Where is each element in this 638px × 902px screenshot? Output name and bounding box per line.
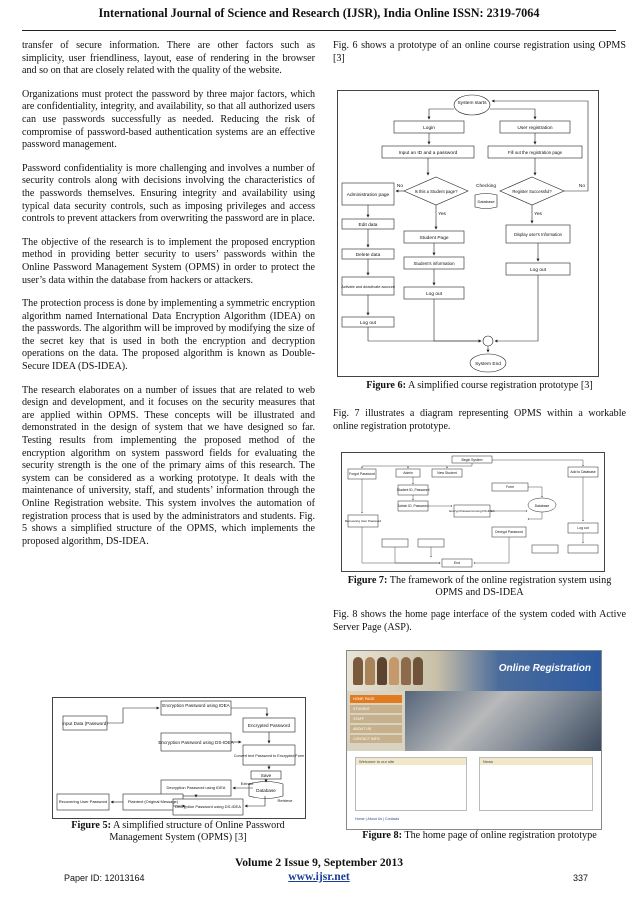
fig8-menu-home[interactable]: HOME PAGE: [350, 695, 402, 703]
fig7-node-misc-4: [568, 545, 598, 553]
fig8-welcome-title: Welcome to our site: [356, 758, 466, 765]
right-paragraph-3: Fig. 8 shows the home page interface of the system coded with Active Server Page (ASP).: [333, 609, 626, 633]
person-icon: [365, 657, 375, 685]
fig5-label-database: Database: [256, 788, 276, 793]
right-column-intro: [333, 40, 626, 76]
person-icon: [413, 657, 423, 685]
fig5-label-encryption-idea: Encryption Password using IDEA: [162, 703, 230, 708]
footer-volume: Volume 2 Issue 9, September 2013: [234, 856, 404, 869]
fig7-node-misc-1: [382, 539, 408, 547]
fig6-label-student-info: Student's information: [413, 261, 455, 266]
fig6-label-yes2: Yes: [534, 212, 542, 217]
left-paragraph-5: The protection process is done by implementing a symmetric encryption algorithm named International Data Encryption Algorithm (IDEA) on the passwords. The algorithm will be improved by modifying the size of the secret key that is used in both the encryption and decryption operations on the data. The proposed algorithm is known as Double-Secure IDEA (DS-IDEA).: [22, 298, 315, 373]
fig6-label-log-out-right: Log out: [529, 268, 547, 273]
fig7-label-new-student: New Student: [437, 471, 457, 475]
figure-8-caption: [333, 830, 626, 842]
fig7-label-admin: Admin: [403, 471, 413, 475]
fig5-label-plaintext: Plaintext (Original Message): [127, 799, 179, 804]
fig5-label-extract: Extract: [240, 781, 254, 786]
fig7-label-student-id: Student ID, Password: [396, 488, 430, 492]
figure-8-label: Figure 8:: [362, 830, 402, 841]
figure-7-label: Figure 7:: [347, 575, 388, 586]
person-icon: [401, 657, 411, 685]
right-column-fig8-intro: [333, 609, 626, 645]
fig8-footer-links[interactable]: Home | About Us | Contacts: [355, 817, 400, 821]
figure-7-caption: [333, 575, 626, 600]
footer-paper-id: Paper ID: 12013164: [64, 873, 145, 883]
header-rule: [22, 30, 616, 31]
journal-header: International Journal of Science and Research (IJSR), India Online ISSN: 2319-7064: [98, 6, 540, 20]
right-paragraph-2: Fig. 7 illustrates a diagram representing OPMS within a workable online registration prototype.: [333, 408, 626, 432]
right-paragraph-1: Fig. 6 shows a prototype of an online course registration using OPMS [3]: [333, 40, 626, 64]
fig7-label-recovering: Recovering User Password: [344, 519, 382, 523]
fig6-label-login: Login: [423, 126, 435, 131]
fig6-label-student-page: Student Page: [419, 236, 449, 241]
person-icon: [353, 657, 363, 685]
fig5-label-encrypted-password: Encrypted Password: [247, 723, 291, 728]
fig5-label-input-data: Input Data (Password): [62, 721, 108, 726]
fig6-label-display-info: Display user's Information: [513, 232, 563, 237]
fig6-label-register-success: Register Successful?: [512, 189, 552, 194]
fig5-label-decryption-dsidea: Decryption Password using DS-IDEA: [175, 804, 241, 809]
left-paragraph-1: transfer of secure information. There are other factors such as simplicity, user friendliness, layout, ease of rendering in the browser and so on that are closely related with the quality of the website.: [22, 40, 315, 77]
fig6-label-start: System starts: [457, 101, 487, 106]
fig7-node-misc-2: [418, 539, 444, 547]
fig6-label-checking: Checking: [476, 184, 496, 189]
fig7-label-form: Form: [506, 485, 514, 489]
fig8-banner-title: Online Registration: [498, 663, 591, 674]
fig6-label-is-student: Is this a Student page?: [414, 189, 458, 194]
fig6-label-log-out-mid: Log out: [425, 292, 443, 297]
fig5-label-retrieve: Retrieve: [277, 798, 293, 803]
fig7-label-begin: Begin System: [461, 458, 483, 462]
fig7-label-add-to-db: Add to Database: [570, 470, 596, 474]
fig8-menu-contact[interactable]: CONTACT INFO: [350, 735, 402, 743]
fig5-label-decryption-idea: Decryption Password using IDEA: [166, 785, 226, 790]
fig6-label-database: Database: [477, 199, 495, 204]
figure-6-caption: [333, 380, 626, 392]
fig6-label-delete-data: Delete data: [355, 253, 381, 258]
fig6-label-edit-data: Edit data: [358, 223, 378, 228]
fig6-label-activate: Activate and deactivate account: [341, 285, 395, 289]
fig6-node-merge: [483, 336, 493, 346]
figure-5-caption: [52, 820, 304, 845]
person-icon: [377, 657, 387, 685]
fig7-label-encrypt: Encrypt Password using DS-IDEA: [449, 509, 495, 513]
fig7-node-misc-3: [532, 545, 558, 553]
left-paragraph-3: Password confidentiality is more challenging and involves a number of security controls along with decisions involving the characteristics of the passwords themselves. Ensuring integrity and availability using typical data security controls, such as imposing privileges and access controls to prevent attackers from overwriting the password are in place.: [22, 162, 315, 225]
figure-5: [52, 697, 306, 819]
fig8-side-menu: [347, 691, 405, 751]
right-column-fig7-intro: [333, 408, 626, 444]
fig6-label-yes1: Yes: [438, 212, 446, 217]
fig7-label-decrypt: Decrypt Password: [495, 530, 523, 534]
fig8-menu-student[interactable]: STUDENT: [350, 705, 402, 713]
fig6-label-fill-reg: Fill out the registration page: [507, 150, 563, 155]
figure-5-label: Figure 5:: [71, 820, 111, 831]
figure-5-caption-text: A simplified structure of Online Password Management System (OPMS) [3]: [109, 820, 285, 844]
left-column: [22, 40, 315, 559]
fig5-label-recovering: Recovering User Password: [58, 799, 108, 804]
fig8-menu-staff[interactable]: STAFF: [350, 715, 402, 723]
fig7-label-forgot-password: Forgot Password: [349, 472, 375, 476]
fig6-label-input-id: Input an ID and a password: [398, 151, 458, 156]
fig5-label-convert: Convert text Password to Encrypted Form: [233, 754, 305, 758]
figure-7: [341, 452, 605, 572]
footer-url[interactable]: www.ijsr.net: [288, 870, 350, 883]
fig8-menu-about[interactable]: ABOUT US: [350, 725, 402, 733]
fig8-news-panel: [479, 757, 593, 811]
fig8-people-graphic: [353, 657, 433, 687]
figure-8-caption-text: The home page of online registration prototype: [404, 830, 597, 841]
figure-7-caption-text: The framework of the online registration system using OPMS and DS-IDEA: [389, 575, 612, 599]
figure-6-label: Figure 6:: [366, 380, 406, 391]
left-paragraph-2: Organizations must protect the password by three major factors, which are confidentiality, integrity, and availability, so that all authorized users can use passwords successfully as needed. Reducing the risk of compromise of password-based authentication systems are an effective password management.: [22, 88, 315, 151]
fig6-label-user-registration: User registration: [517, 126, 553, 131]
fig6-label-no1: No: [396, 184, 404, 189]
fig7-label-database: Database: [534, 504, 550, 508]
fig8-welcome-panel: [355, 757, 467, 811]
person-icon: [389, 657, 399, 685]
fig8-banner: [347, 651, 601, 691]
fig7-label-end: End: [453, 561, 461, 565]
fig8-news-title: News: [480, 758, 592, 765]
fig6-label-admin-page: Administration page: [346, 193, 390, 198]
fig5-label-encryption-dsidea: Encryption Password using DS-IDEA: [158, 740, 234, 745]
fig7-label-admin-id: Admin ID, Password: [397, 504, 429, 508]
fig8-hero-image: [405, 691, 601, 751]
fig5-label-save: Save: [260, 773, 272, 778]
fig6-label-end: System End: [475, 362, 501, 367]
footer-page-number: 337: [573, 873, 589, 883]
left-paragraph-6: The research elaborates on a number of issues that are related to web design and development, and it focuses on the security measures that are applied within OPMS. These concepts will be illustrated and demonstrated in the design of system that we have designed so far. Testing results from implementing the proposed method of the encryption algorithm on system password fields for evaluating the security strength is the one of the primary aims of this research. The system can be considered as a working prototype. It deals with the maintenance of university, staff, and students’ information through the Online Registration website. This system involves the automation of registration process that is used by the administrators and students. Fig. 5 shows a simplified structure of the OPMS, which implements the proposed algorithm, DS-IDEA.: [22, 384, 315, 547]
left-paragraph-4: The objective of the research is to implement the proposed encryption method in providing better security to users’ passwords within the Online Password Management System (OPMS) in order to protect the user’s data within the database from hackers or attackers.: [22, 236, 315, 286]
figure-6-caption-text: A simplified course registration prototype [3]: [407, 380, 593, 391]
figure-8: [346, 650, 602, 830]
figure-6: [337, 90, 599, 377]
fig6-label-no2: No: [578, 184, 586, 189]
fig7-label-log-out: Log out: [577, 526, 589, 530]
fig6-label-log-out-left: Log out: [359, 321, 377, 326]
